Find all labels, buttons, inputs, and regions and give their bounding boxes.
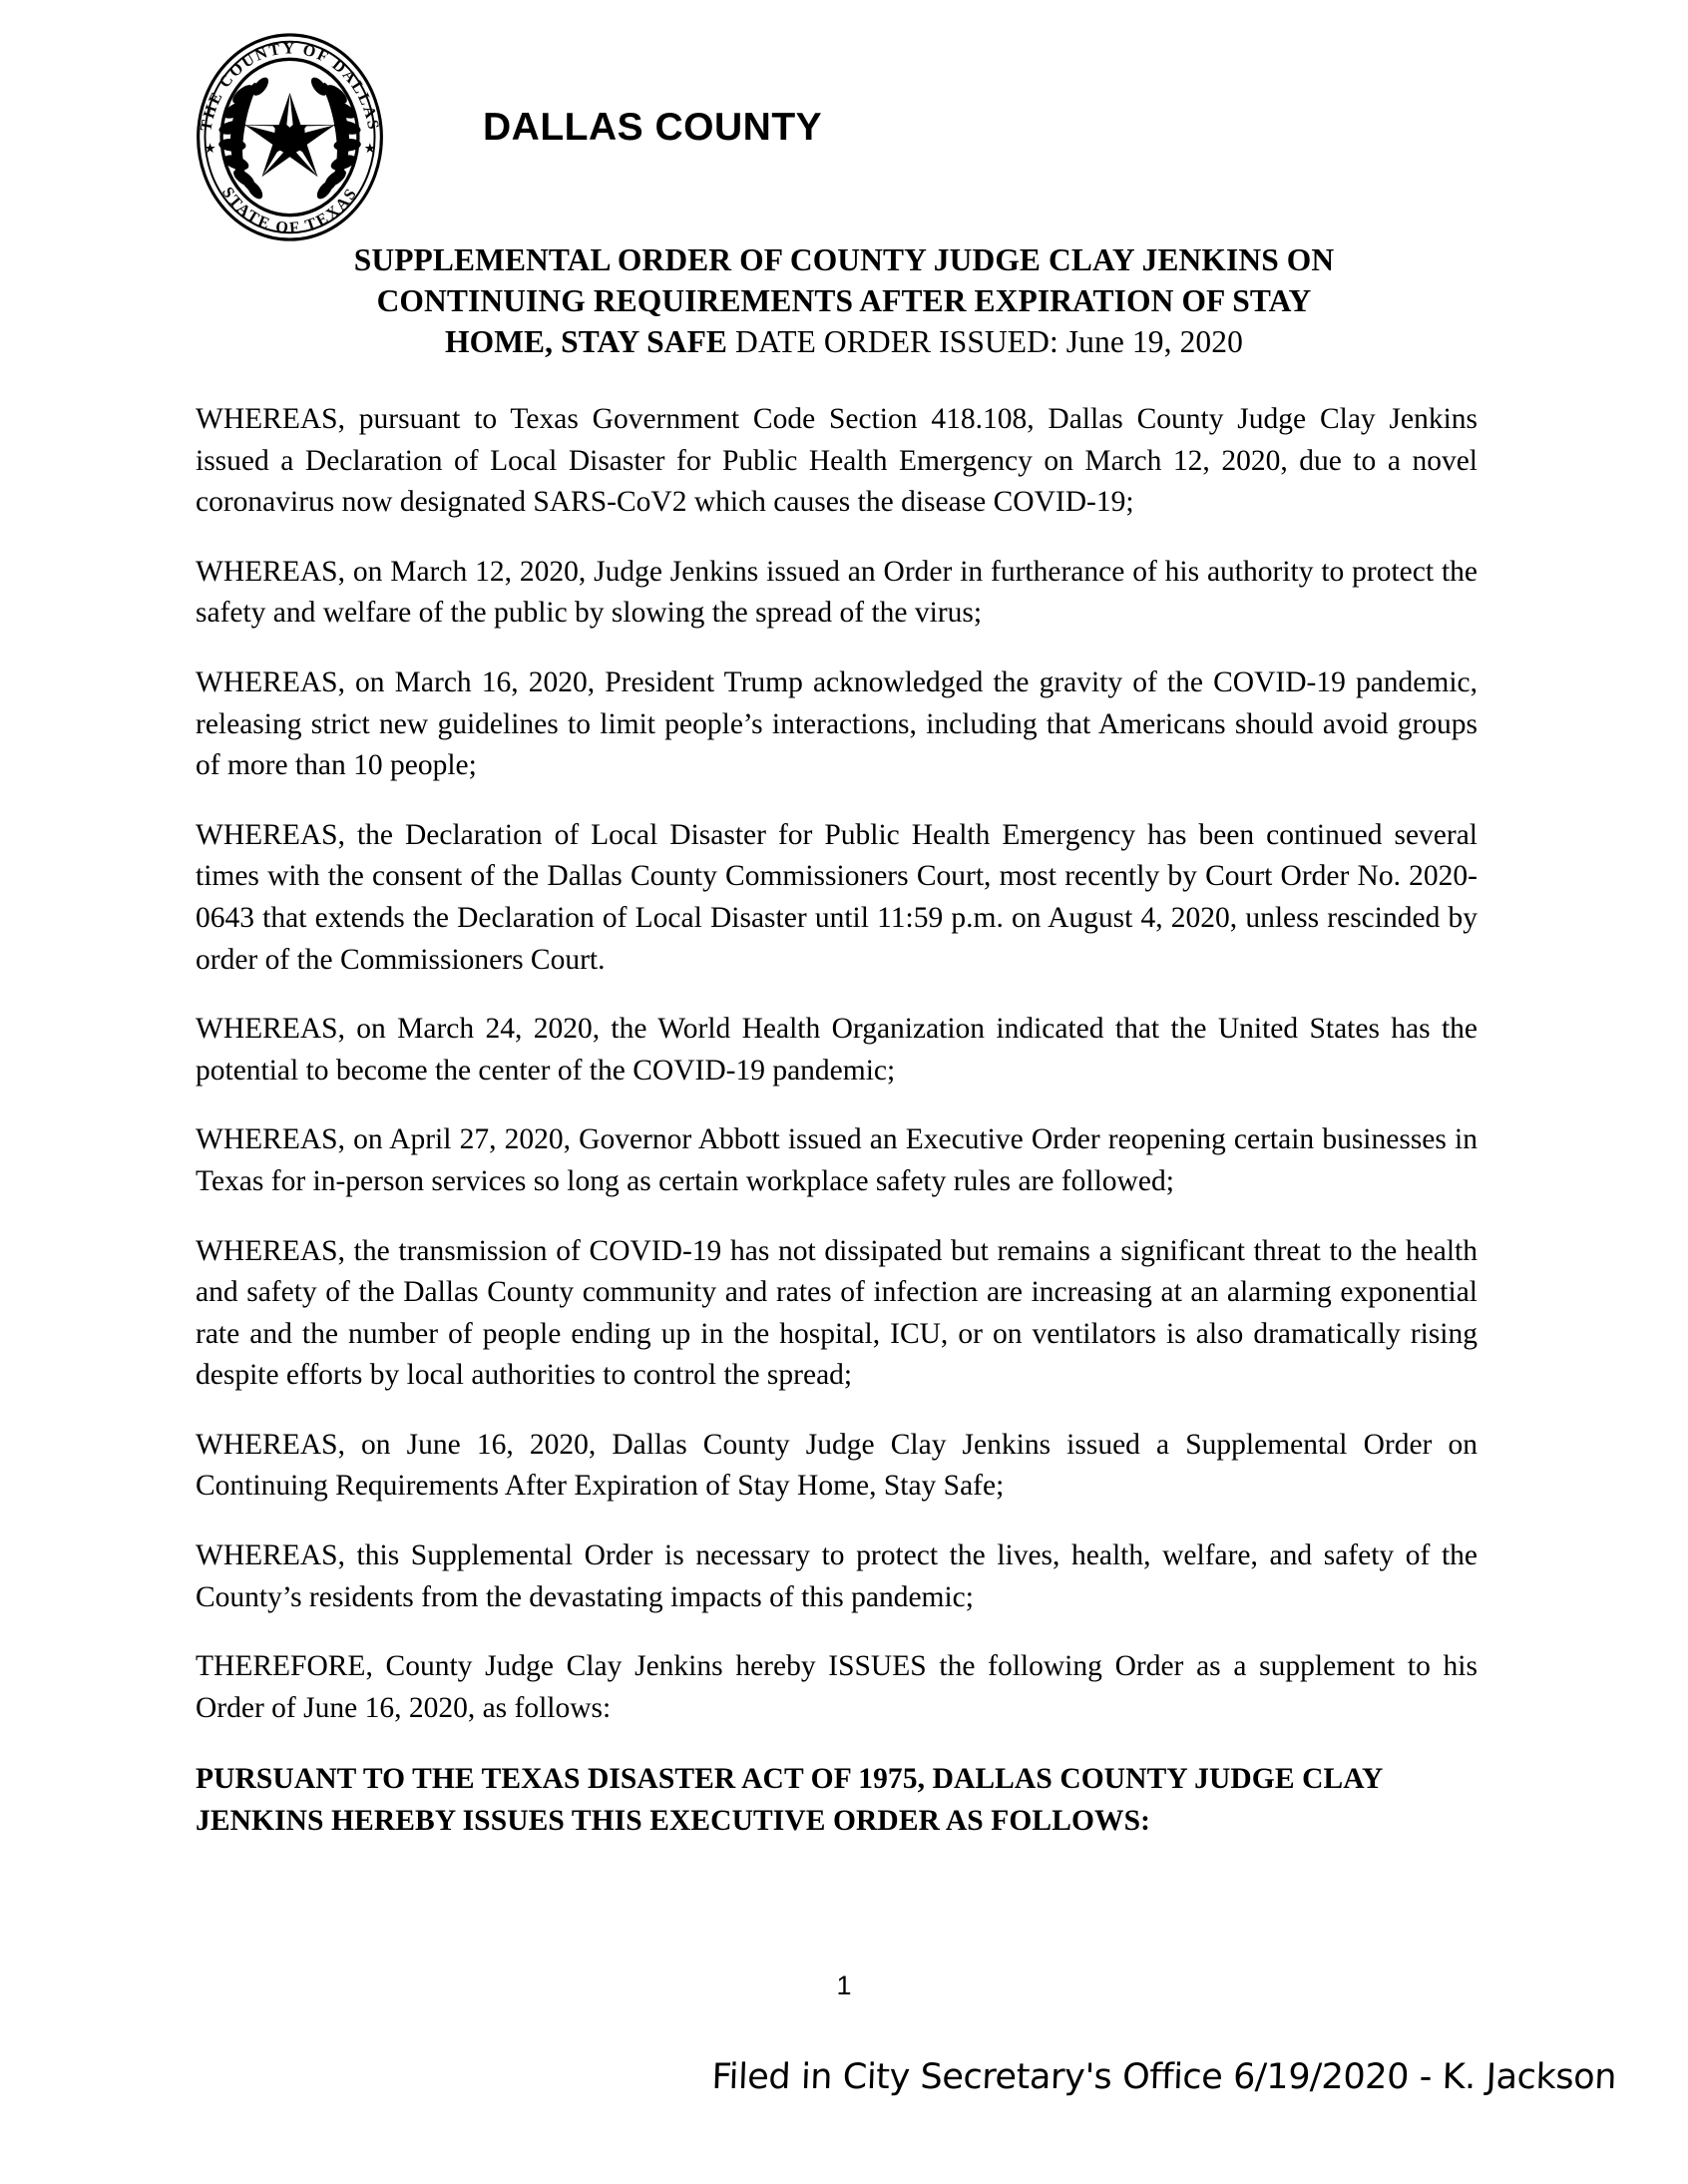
page-number: 1: [836, 1970, 852, 2000]
order-title-emphasis: HOME, STAY SAFE: [445, 324, 728, 359]
order-title-line-1: SUPPLEMENTAL ORDER OF COUNTY JUDGE CLAY JENKINS ON: [353, 242, 1335, 277]
order-title-line-2: CONTINUING REQUIREMENTS AFTER EXPIRATION OF STAY: [376, 283, 1312, 318]
page-title: DALLAS COUNTY: [483, 106, 823, 149]
svg-text:★: ★: [204, 141, 216, 157]
letterhead: [0, 22, 1688, 237]
whereas-paragraph: WHEREAS, on March 16, 2020, President Trump acknowledged the gravity of the COVID-19 pandemic, releasing strict new guidelines to limit people’s interactions, including that Americans should avoid groups of more than 10 people;: [196, 665, 1477, 782]
whereas-paragraph: WHEREAS, on March 12, 2020, Judge Jenkins issued an Order in furtherance of his authority to protect the safety and welfare of the public by slowing the spread of the virus;: [196, 555, 1477, 630]
whereas-paragraph: WHEREAS, on March 24, 2020, the World Health Organization indicated that the United States has the potential to become the center of the COVID-19 pandemic;: [196, 1013, 1477, 1087]
order-title-block: [196, 239, 1492, 362]
svg-text:THE COUNTY OF DALLAS: THE COUNTY OF DALLAS: [198, 40, 382, 133]
whereas-paragraph: WHEREAS, on June 16, 2020, Dallas County Judge Clay Jenkins issued a Supplemental Order on Continuing Requirements After Expiration of Stay Home, Stay Safe;: [196, 1428, 1477, 1503]
whereas-paragraph: WHEREAS, the Declaration of Local Disaster for Public Health Emergency has been continued several times with the consent of the Dallas County Commissioners Court, most recently by Court Order No. 2020-0643 that extends the Declaration of Local Disaster until 11:59 p.m. on August 4, 2020, unless rescinded by order of the Commissioners Court.: [196, 818, 1477, 976]
svg-text:★: ★: [363, 141, 377, 157]
therefore-paragraph: THEREFORE, County Judge Clay Jenkins hereby ISSUES the following Order as a supplement to his Order of June 16, 2020, as follows:: [196, 1650, 1477, 1724]
executive-order-statement: PURSUANT TO THE TEXAS DISASTER ACT OF 1975, DALLAS COUNTY JUDGE CLAY JENKINS HEREBY ISSUES THIS EXECUTIVE ORDER AS FOLLOWS:: [196, 1763, 1383, 1838]
svg-text:STATE OF TEXAS: STATE OF TEXAS: [217, 184, 362, 237]
order-title-line-3: [196, 321, 1492, 362]
whereas-paragraph: WHEREAS, on April 27, 2020, Governor Abbott issued an Executive Order reopening certain businesses in Texas for in-person services so long as certain workplace safety rules are followed;: [196, 1123, 1477, 1197]
whereas-paragraph: WHEREAS, this Supplemental Order is necessary to protect the lives, health, welfare, and safety of the County’s residents from the devastating impacts of this pandemic;: [196, 1539, 1477, 1613]
order-issued-date: DATE ORDER ISSUED: June 19, 2020: [727, 324, 1243, 359]
filing-stamp-annotation: Filed in City Secretary's Office 6/19/2020 - K. Jackson: [710, 2057, 1617, 2097]
dallas-county-seal-icon: [183, 30, 397, 244]
order-body: [196, 399, 1477, 1843]
whereas-paragraph: WHEREAS, pursuant to Texas Government Code Section 418.108, Dallas County Judge Clay Jenkins issued a Declaration of Local Disaster for Public Health Emergency on March 12, 2020, due to a novel coronavirus now designated SARS-CoV2 which causes the disease COVID-19;: [196, 403, 1477, 519]
whereas-paragraph: WHEREAS, the transmission of COVID-19 has not dissipated but remains a significant threat to the health and safety of the Dallas County community and rates of infection are increasing at an alarming exponential rate and the number of people ending up in the hospital, ICU, or on ventilators is also dramatically rising despite efforts by local authorities to control the spread;: [196, 1234, 1477, 1392]
